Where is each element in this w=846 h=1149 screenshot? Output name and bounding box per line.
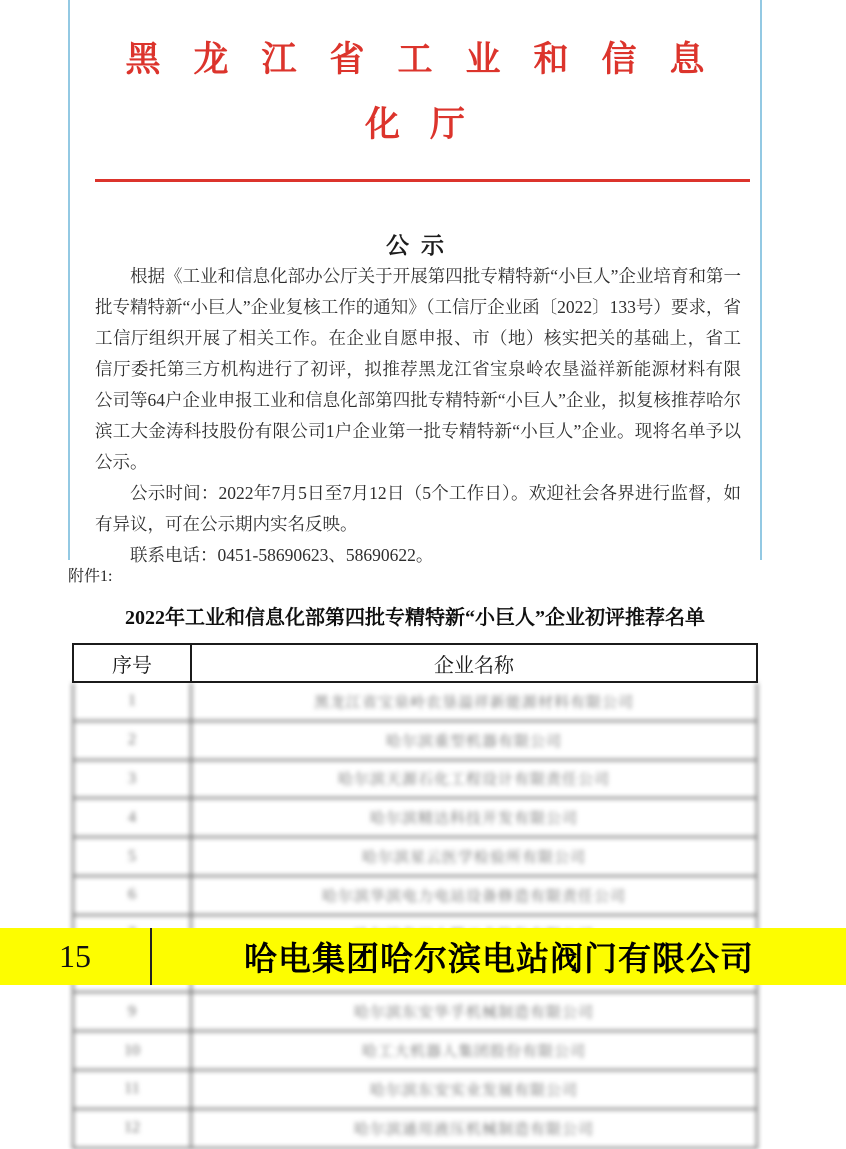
table-rows (72, 683, 758, 1149)
table-row-index: 10 (74, 1032, 192, 1069)
table-header-index: 序号 (74, 645, 192, 681)
table-row (72, 1032, 758, 1071)
table-body-blurred (72, 683, 758, 1138)
table-row-index: 6 (74, 877, 192, 914)
table-row-index: 3 (74, 761, 192, 798)
table-row (72, 838, 758, 877)
scan-right-edge (760, 0, 762, 560)
table-row (72, 722, 758, 761)
table-row-company-name: 哈尔滨华滨电力电站设备修造有限责任公司 (321, 888, 626, 905)
notice-paragraph-main: 根据《工业和信息化部办公厅关于开展第四批专精特新“小巨人”企业培育和第一批专精特新“小巨人”企业复核工作的通知》（工信厅企业函〔2022〕133号）要求，省工信厅组织开展了相关工作。在企业自愿申报、市（地）核实把关的基础上，省工信厅委托第三方机构进行了初评，拟推荐黑龙江省宝泉岭农垦溢祥新能源材料有限公司等64户企业申报工业和信息化部第四批专精特新“小巨人”企业，拟复核推荐哈尔滨工大金涛科技股份有限公司1户企业第一批专精特新“小巨人”企业。现将名单予以公示。 (95, 266, 741, 472)
table-row-index: 11 (74, 1071, 192, 1108)
table-row-company-name: 哈尔滨东安华孚机械制造有限公司 (353, 1005, 594, 1022)
attachment-label: 附件1: (68, 568, 113, 585)
highlighted-row-index: 15 (0, 928, 152, 985)
table-header-row (72, 643, 758, 683)
table-header-name: 企业名称 (434, 654, 514, 677)
table-row (72, 683, 758, 722)
table-row (72, 993, 758, 1032)
table-row-company-name: 哈尔滨精达科技开发有限公司 (369, 811, 578, 828)
table-row (72, 1071, 758, 1110)
table-row-company-name: 哈工大机器人集团股份有限公司 (361, 1044, 586, 1061)
table-row-index: 4 (74, 799, 192, 836)
table-row-index: 5 (74, 838, 192, 875)
table-row-index: 1 (74, 683, 192, 720)
highlighted-row-15 (0, 928, 846, 985)
notice-body (95, 261, 741, 571)
table-row-index: 12 (74, 1110, 192, 1147)
table-row (72, 1110, 758, 1149)
table-row-company-name: 黑龙江省宝泉岭农垦溢祥新能源材料有限公司 (313, 694, 634, 711)
letterhead-line1: 黑龙江省工业和信息 (125, 40, 738, 79)
notice-paragraph-phone: 联系电话：0451-58690623、58690622。 (130, 545, 434, 565)
scan-left-edge (68, 0, 70, 560)
table-title: 2022年工业和信息化部第四批专精特新“小巨人”企业初评推荐名单 (125, 607, 705, 629)
table-row (72, 761, 758, 800)
table-row-company-name: 哈尔滨通用液压机械制造有限公司 (353, 1121, 594, 1138)
letterhead-divider-rule (95, 179, 750, 182)
table-row (72, 877, 758, 916)
table-row-company-name: 哈尔滨星云医学检验所有限公司 (361, 850, 586, 867)
table-row (72, 799, 758, 838)
table-row-company-name: 哈尔滨东安实业发展有限公司 (369, 1082, 578, 1099)
highlighted-row-company-name: 哈电集团哈尔滨电站阀门有限公司 (244, 942, 754, 978)
letterhead-line2: 化厅 (364, 105, 495, 144)
table-row-company-name: 哈尔滨天源石化工程设计有限责任公司 (337, 772, 610, 789)
table-row-index: 2 (74, 722, 192, 759)
notice-title: 公示 (386, 233, 456, 258)
notice-paragraph-period: 公示时间：2022年7月5日至7月12日（5个工作日）。欢迎社会各界进行监督，如有异议，可在公示期内实名反映。 (95, 483, 741, 534)
table-row-company-name: 哈尔滨重型机器有限公司 (385, 733, 562, 750)
table-row-index: 9 (74, 993, 192, 1030)
